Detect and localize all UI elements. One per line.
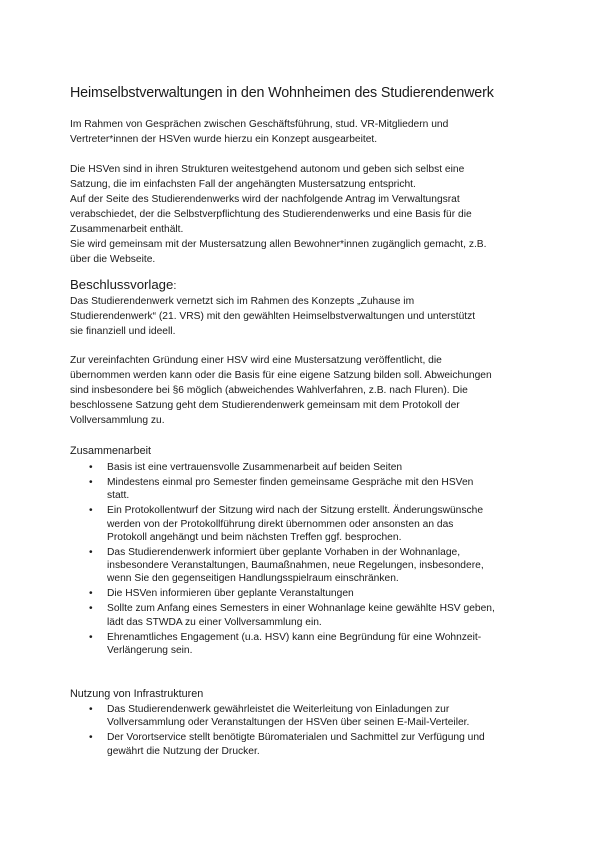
text-line: sie finanziell und ideell. bbox=[70, 326, 176, 337]
text-line: Zusammenarbeit enthält. bbox=[70, 224, 184, 235]
text-line: verabschiedet, der die Selbstverpflichtung des Studierendenwerks und eine Basis für die bbox=[70, 209, 472, 220]
intro-paragraph bbox=[70, 117, 532, 147]
text-line: Auf der Seite des Studierendenwerks wird der nachfolgende Antrag im Verwaltungsrat bbox=[70, 194, 460, 205]
text-line: Zur vereinfachten Gründung einer HSV wird eine Mustersatzung veröffentlicht, die bbox=[70, 355, 442, 366]
list-item: • Ein Protokollentwurf der Sitzung wird nach der Sitzung erstellt. Änderungswünsche werden von der Protokollführung direkt übernommen oder ansonsten an das Protokoll angehängt und beim nächsten Treffen ggf. besprochen. bbox=[89, 505, 484, 543]
list-item: • Der Vorortservice stellt benötigte Büromaterialen und Sachmittel zur Verfügung und gewährt die Nutzung der Drucker. bbox=[89, 732, 485, 757]
infrastruktur-list bbox=[70, 703, 532, 760]
bullet-icon: • bbox=[89, 505, 93, 517]
text-line: sind insbesondere bei §6 möglich (abweichendes Wahlverfahren, z.B. nach Fluren). Die bbox=[70, 385, 468, 396]
bullet-icon: • bbox=[89, 704, 93, 715]
text-line: Vollversammlung zu. bbox=[70, 415, 165, 426]
bullet-icon: • bbox=[89, 732, 93, 744]
text-line: Das Studierendenwerk vernetzt sich im Rahmen des Konzepts „Zuhause im bbox=[70, 296, 415, 307]
list-item: • Basis ist eine vertrauensvolle Zusammenarbeit auf beiden Seiten bbox=[89, 462, 403, 473]
zusammenarbeit-heading: Zusammenarbeit bbox=[70, 445, 152, 457]
text-line: über die Webseite. bbox=[70, 254, 156, 265]
text-line: Sie wird gemeinsam mit der Mustersatzung allen Bewohner*innen zugänglich gemacht, z.B. bbox=[70, 239, 487, 250]
beschluss-paragraph bbox=[70, 294, 532, 339]
list-item: • Sollte zum Anfang eines Semesters in einer Wohnanlage keine gewählte HSV geben, lädt das STWDA zu einer Vollversammlung ein. bbox=[89, 603, 495, 628]
text-line: übernommen werden kann oder die Basis für eine eigene Satzung bilden soll. Abweichungen bbox=[70, 370, 492, 381]
bullet-icon: • bbox=[89, 546, 93, 558]
text-line: Die HSVen sind in ihren Strukturen weitestgehend autonom und geben sich selbst eine bbox=[70, 164, 465, 175]
beschlussvorlage-heading: Beschlussvorlage: bbox=[70, 277, 177, 292]
document-title: Heimselbstverwaltungen in den Wohnheimen des Studierendenwerk bbox=[70, 85, 494, 101]
list-item: • Das Studierendenwerk informiert über geplante Vorhaben in der Wohnanlage, insbesondere Veranstaltungen, Baumaßnahmen, neue Regelungen, insbesondere, wenn Sie den gegenseitigen Handlungsspielraum einschränken. bbox=[89, 546, 484, 585]
text-line: beschlossene Satzung geht dem Studierendenwerk gemeinsam mit dem Protokoll der bbox=[70, 400, 460, 411]
bullet-icon: • bbox=[89, 462, 93, 473]
infrastruktur-heading: Nutzung von Infrastrukturen bbox=[70, 688, 204, 700]
text-line: Satzung, die im einfachsten Fall der angehängten Mustersatzung entspricht. bbox=[70, 179, 416, 190]
list-item: • Das Studierendenwerk gewährleistet die Weiterleitung von Einladungen zur Vollversammlung oder Veranstaltungen der HSVen über seinen E-Mail-Verteiler. bbox=[89, 704, 470, 729]
bullet-icon: • bbox=[89, 477, 93, 489]
satzung-paragraph bbox=[70, 353, 532, 428]
list-item: • Ehrenamtliches Engagement (u.a. HSV) kann eine Begründung für eine Wohnzeit- Verlängerung sein. bbox=[89, 631, 482, 656]
list-item: • Mindestens einmal pro Semester finden gemeinsame Gespräche mit den HSVen statt. bbox=[89, 477, 474, 502]
zusammenarbeit-list bbox=[70, 461, 532, 659]
bullet-icon: • bbox=[89, 588, 93, 600]
text-line: Im Rahmen von Gesprächen zwischen Geschäftsführung, stud. VR-Mitgliedern und bbox=[70, 119, 449, 130]
text-line: Studierendenwerk“ (21. VRS) mit den gewählten Heimselbstverwaltungen und unterstützt bbox=[70, 311, 476, 322]
bullet-icon: • bbox=[89, 603, 93, 615]
text-line: Vertreter*innen der HSVen wurde hierzu ein Konzept ausgearbeitet. bbox=[70, 134, 378, 145]
list-item: • Die HSVen informieren über geplante Veranstaltungen bbox=[89, 588, 354, 600]
bullet-icon: • bbox=[89, 631, 93, 643]
structure-paragraph bbox=[70, 162, 532, 267]
